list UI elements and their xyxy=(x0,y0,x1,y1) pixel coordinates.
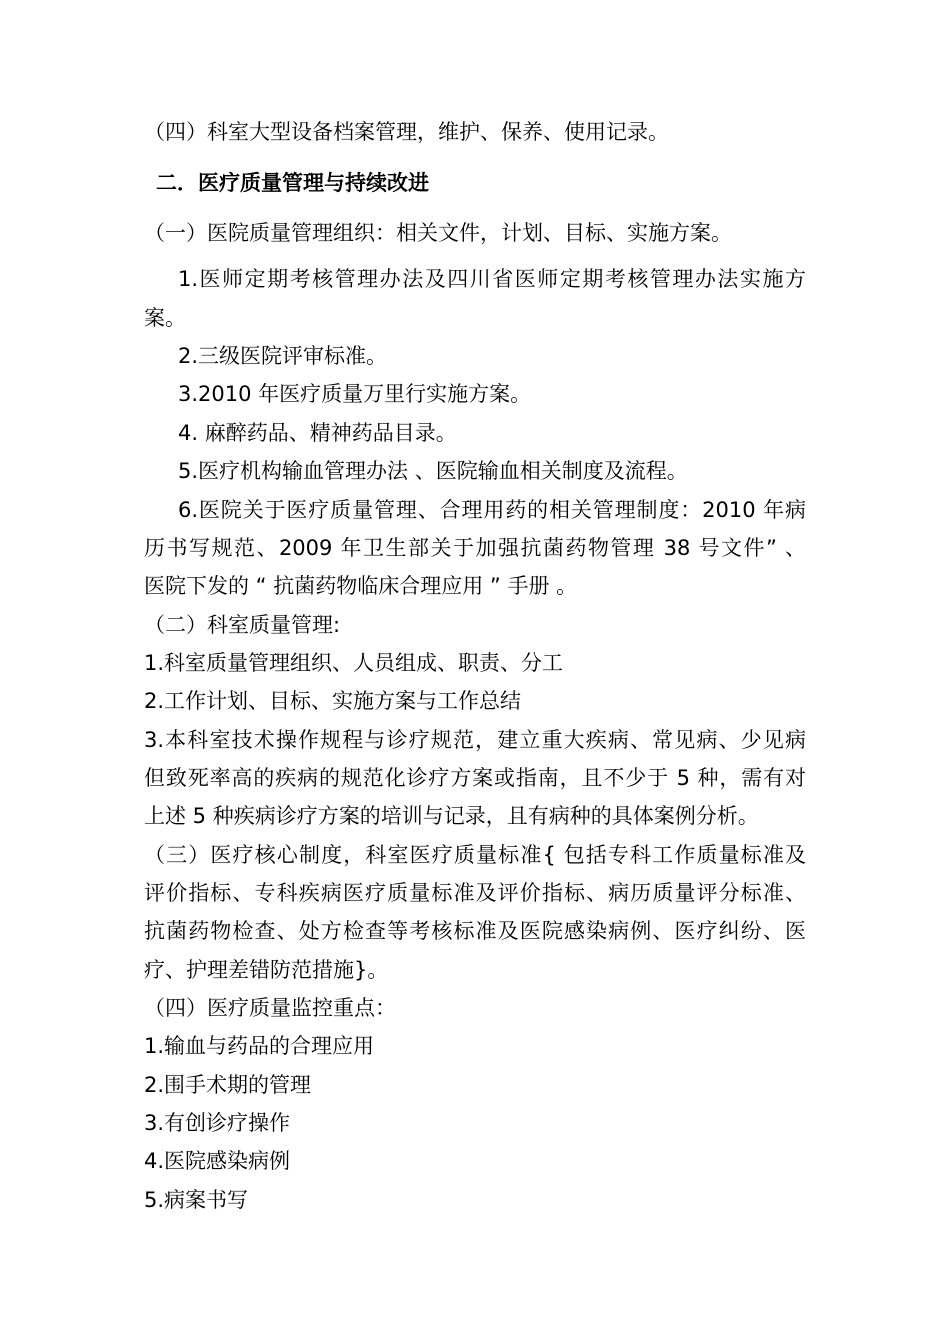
text-line-technical-rules: 3.本科室技术操作规程与诊疗规范，建立重大疾病、常见病、少见病 xyxy=(144,728,806,752)
text-line-core-system-cont-3: 疗、护理差错防范措施}。 xyxy=(144,958,389,982)
text-line-quality-tour-plan: 3.2010 年医疗质量万里行实施方案。 xyxy=(178,382,532,406)
text-line-transfusion-rules: 5.医疗机构输血管理办法 、医院输血相关制度及流程。 xyxy=(178,459,688,483)
text-line-quality-organization: （一）医院质量管理组织：相关文件，计划、目标、实施方案。 xyxy=(144,221,732,245)
text-line-physician-assessment-cont: 案。 xyxy=(144,306,186,330)
text-line-focus-transfusion: 1.输血与药品的合理应用 xyxy=(144,1034,375,1058)
text-line-hospital-regulations: 6.医院关于医疗质量管理、合理用药的相关管理制度：2010 年病 xyxy=(178,498,806,522)
text-line-department-quality: （二）科室质量管理: xyxy=(144,613,341,637)
text-line-monitoring-focus: （四）医疗质量监控重点： xyxy=(144,996,396,1020)
text-line-hospital-regulations-cont: 历书写规范、2009 年卫生部关于加强抗菌药物管理 38 号文件” 、 xyxy=(144,536,806,560)
text-line-focus-perioperative: 2.围手术期的管理 xyxy=(144,1073,312,1097)
text-line-technical-rules-cont-1: 但致死率高的疾病的规范化诊疗方案或指南，且不少于 5 种，需有对 xyxy=(144,766,806,790)
section-heading-quality-management: 二．医疗质量管理与持续改进 xyxy=(156,171,429,195)
text-line-core-system-cont-1: 评价指标、专科疾病医疗质量标准及评价指标、病历质量评分标准、 xyxy=(144,881,806,905)
text-line-equipment-records: （四）科室大型设备档案管理，维护、保养、使用记录。 xyxy=(144,120,669,144)
text-line-technical-rules-cont-2: 上述 5 种疾病诊疗方案的培训与记录，且有病种的具体案例分析。 xyxy=(144,804,759,828)
text-line-drug-catalog: 4. 麻醉药品、精神药品目录。 xyxy=(178,421,457,445)
text-line-physician-assessment: 1.医师定期考核管理办法及四川省医师定期考核管理办法实施方 xyxy=(178,267,806,291)
text-line-core-system-cont-2: 抗菌药物检查、处方检查等考核标准及医院感染病例、医疗纠纷、医 xyxy=(144,919,806,943)
text-line-focus-invasive: 3.有创诊疗操作 xyxy=(144,1111,291,1135)
text-line-hospital-review: 2.三级医院评审标准。 xyxy=(178,344,388,368)
text-line-focus-records: 5.病案书写 xyxy=(144,1188,249,1212)
text-line-department-organization: 1.科室质量管理组织、人员组成、职责、分工 xyxy=(144,651,564,675)
text-line-antibiotic-manual: 医院下发的 “ 抗菌药物临床合理应用 ” 手册 。 xyxy=(144,574,578,598)
text-line-focus-infection: 4.医院感染病例 xyxy=(144,1149,291,1173)
text-line-core-system: （三）医疗核心制度，科室医疗质量标准{ 包括专科工作质量标准及 xyxy=(144,843,806,867)
text-line-work-plan: 2.工作计划、目标、实施方案与工作总结 xyxy=(144,689,522,713)
